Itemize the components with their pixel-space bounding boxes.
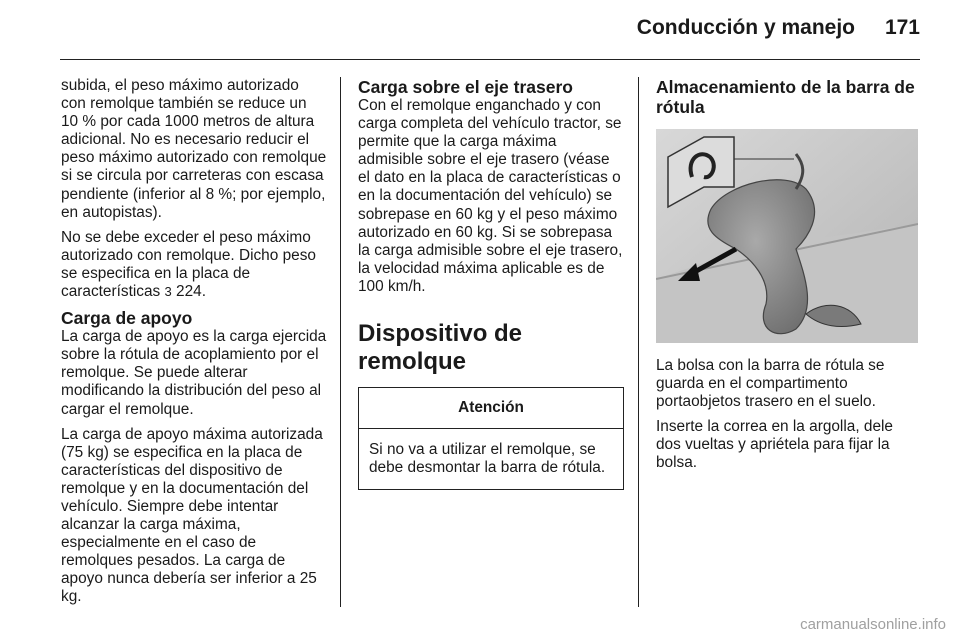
paragraph: La carga de apoyo máxima autorizada (75 kg) se especifica en la placa de características del dispositivo de remolque y en la documentación del vehículo. Siempre debe intentar alcanzar la carga máxima, especialmente en el caso de remolques pesados. La carga de apoyo nunca debería ser inferior a 25 kg. [61,425,323,606]
page-number: 171 [884,16,920,39]
bag-figure-svg [656,129,918,343]
paragraph: La bolsa con la barra de rótula se guarda en el compartimento portaobjetos trasero en el suelo. [656,357,885,411]
watermark: carmanualsonline.info [800,616,946,633]
page-header [0,0,960,60]
column-divider [340,77,341,607]
paragraph-text: No se debe exceder el peso máximo autorizado con remolque. Dicho peso se especifica en la placa de características [61,228,316,301]
header-divider [60,59,920,60]
paragraph: Con el remolque enganchado y con carga completa del vehículo tractor, se permite que la carga máxima admisible sobre el eje trasero (véase el dato en la placa de características o en la documentación del vehículo) se sobrepase en 60 kg y el peso máximo autorizado en 60 kg. Si se sobrepasa la carga admisible sobre el eje trasero, la velocidad máxima aplicable es de 100 km/h. [358,97,623,295]
paragraph: Inserte la correa en la argolla, dele dos vueltas y apriételа para fijar la bolsa. [656,418,893,472]
paragraph [61,229,327,301]
subheading-carga-apoyo: Carga de apoyo [61,308,193,329]
column-middle [358,77,624,490]
warning-body: Si no va a utilizar el remolque, se debe desmontar la barra de rótula. [369,441,606,477]
column-right [656,77,922,480]
section-heading: Dispositivo de remolque [358,320,523,376]
warning-box [358,387,624,490]
column-divider [638,77,639,607]
column-left [61,77,327,614]
page-ref-icon: 3 [164,284,172,300]
warning-title: Atención [359,388,623,429]
storage-bag-illustration [656,129,918,343]
paragraph: subida, el peso máximo autorizado con remolque también se reduce un 10 % por cada 1000 metros de altura adicional. No es necesario reducir el peso máximo autorizado con remolque si se circula por carreteras con escasa pendiente (inferior al 8 %; por ejemplo, en autopistas). [61,77,327,221]
page-ref-link[interactable]: 224. [176,283,206,301]
subheading-eje-trasero: Carga sobre el eje trasero [358,77,573,97]
section-title: Conducción y manejo [636,16,855,39]
paragraph: La carga de apoyo es la carga ejercida sobre la rótula de acoplamiento por el remolque. Se puede alterar modificando la distribución del peso al cargar el remolque. [61,328,327,418]
subheading-almacenamiento: Almacenamiento de la barra de rótula [656,77,915,117]
